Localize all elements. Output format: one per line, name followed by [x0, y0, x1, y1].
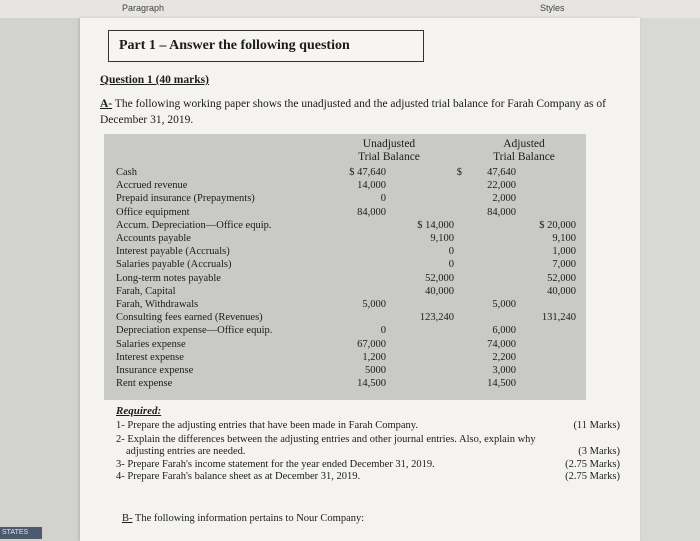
unadjusted-debit: 5000	[365, 365, 386, 376]
question-intro	[100, 96, 620, 128]
unadjusted-header-line2: Trial Balance	[358, 151, 420, 163]
marks-label: (2.75 Marks)	[565, 459, 620, 470]
status-bar: STATES	[0, 527, 42, 539]
adjusted-header	[474, 138, 574, 164]
adjusted-credit: 9,100	[552, 233, 576, 244]
adjusted-debit: 6,000	[492, 325, 516, 337]
adjusted-debit: 47,640	[487, 167, 516, 178]
right-margin	[640, 18, 700, 541]
account-name: Salaries expense	[116, 338, 186, 350]
adjusted-debit: 5,000	[492, 299, 516, 310]
required-item: adjusting entries are needed.	[126, 446, 246, 457]
part-b-prefix: B-	[122, 513, 133, 524]
unadjusted-debit: 0	[380, 193, 386, 205]
adjusted-debit: 14,500	[487, 378, 516, 390]
part-b-text: The following information pertains to Nour Company:	[132, 513, 365, 524]
part-title-box	[108, 30, 424, 62]
adjusted-credit: 7,000	[552, 259, 576, 271]
unadjusted-credit: 40,000	[425, 285, 454, 297]
adjusted-dollar-sign: $	[456, 167, 462, 178]
unadjusted-debit: 84,000	[357, 206, 386, 218]
unadjusted-debit: 67,000	[357, 338, 386, 350]
unadjusted-credit: 0	[448, 259, 454, 271]
account-name: Rent expense	[116, 378, 173, 390]
adjusted-debit: 22,000	[487, 180, 516, 192]
account-name: Farah, Capital	[116, 285, 176, 297]
account-name: Accounts payable	[116, 233, 191, 244]
account-name: Interest payable (Accruals)	[116, 246, 230, 258]
unadjusted-header-line1: Unadjusted	[362, 138, 416, 150]
part-b-intro	[122, 513, 364, 524]
unadjusted-credit: 0	[448, 246, 454, 258]
unadjusted-debit: 0	[380, 325, 386, 337]
left-margin	[0, 18, 80, 541]
unadjusted-credit: $ 14,000	[417, 219, 454, 231]
adjusted-credit: 52,000	[547, 272, 576, 284]
required-item: 1- Prepare the adjusting entries that have been made in Farah Company.	[116, 420, 418, 431]
unadjusted-debit: $ 47,640	[349, 167, 386, 178]
account-name: Depreciation expense—Office equip.	[116, 325, 273, 337]
unadjusted-header	[344, 138, 434, 164]
marks-label: (2.75 Marks)	[565, 471, 620, 482]
account-name: Office equipment	[116, 206, 190, 218]
adjusted-credit: 1,000	[552, 246, 576, 258]
account-name: Accum. Depreciation—Office equip.	[116, 219, 272, 231]
unadjusted-credit: 123,240	[419, 312, 454, 324]
required-item: 2- Explain the differences between the adjusting entries and other journal entries. Also, explain why	[116, 434, 536, 445]
adjusted-header-line2: Trial Balance	[493, 151, 555, 163]
part-title: Part 1 – Answer the following question	[119, 38, 350, 53]
required-heading: Required:	[116, 405, 162, 417]
adjusted-debit: 3,000	[492, 365, 516, 376]
account-name: Accrued revenue	[116, 180, 188, 192]
required-item: 3- Prepare Farah's income statement for the year ended December 31, 2019.	[116, 459, 435, 470]
intro-prefix: A-	[100, 98, 113, 110]
intro-text: The following working paper shows the unadjusted and the adjusted trial balance for Farah Company as of December 31, 2019.	[100, 98, 606, 126]
account-name: Long-term notes payable	[116, 272, 221, 284]
adjusted-debit: 2,000	[492, 193, 516, 205]
unadjusted-debit: 5,000	[362, 299, 386, 310]
unadjusted-credit: 52,000	[425, 272, 454, 284]
ribbon-bar	[0, 0, 700, 19]
unadjusted-credit: 9,100	[430, 233, 454, 244]
question-heading: Question 1 (40 marks)	[100, 74, 209, 86]
adjusted-credit: 40,000	[547, 285, 576, 297]
unadjusted-debit: 1,200	[362, 351, 386, 363]
adjusted-credit: 131,240	[541, 312, 576, 324]
marks-label: (11 Marks)	[573, 420, 620, 431]
account-name: Consulting fees earned (Revenues)	[116, 312, 263, 324]
adjusted-debit: 84,000	[487, 206, 516, 218]
adjusted-debit: 74,000	[487, 338, 516, 350]
ribbon-paragraph-label[interactable]: Paragraph	[122, 3, 165, 13]
adjusted-header-line1: Adjusted	[503, 138, 545, 150]
marks-label: (3 Marks)	[578, 446, 620, 457]
unadjusted-debit: 14,000	[357, 180, 386, 192]
adjusted-credit: $ 20,000	[539, 219, 576, 231]
account-name: Cash	[116, 167, 137, 178]
ribbon-styles-label[interactable]: Styles	[540, 3, 565, 13]
account-name: Interest expense	[116, 351, 184, 363]
unadjusted-debit: 14,500	[357, 378, 386, 390]
account-name: Insurance expense	[116, 365, 194, 376]
trial-balance-table	[104, 134, 586, 400]
adjusted-debit: 2,200	[492, 351, 516, 363]
required-item: 4- Prepare Farah's balance sheet as at December 31, 2019.	[116, 471, 361, 482]
account-name: Salaries payable (Accruals)	[116, 259, 232, 271]
account-name: Prepaid insurance (Prepayments)	[116, 193, 255, 205]
account-name: Farah, Withdrawals	[116, 299, 199, 310]
